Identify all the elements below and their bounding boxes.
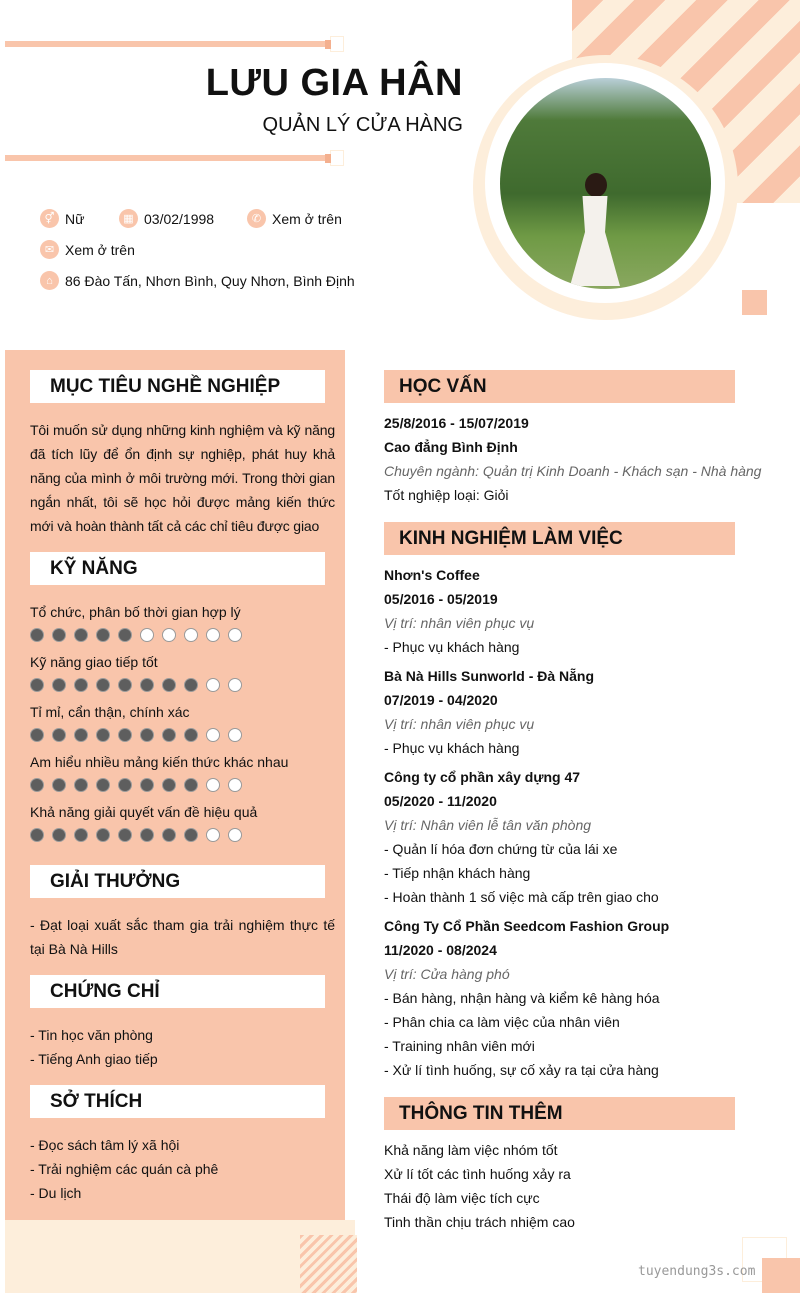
header-line-bottom — [5, 155, 325, 161]
skill-rating — [30, 626, 335, 644]
rating-dot-filled — [52, 728, 66, 742]
job-position: Vị trí: nhân viên phục vụ — [384, 615, 535, 631]
job-task: - Phục vụ khách hàng — [384, 639, 520, 655]
phone-icon: ✆ — [247, 209, 266, 228]
home-icon: ⌂ — [40, 271, 59, 290]
skill-label: Tổ chức, phân bố thời gian hợp lý — [30, 604, 241, 620]
rating-dot-filled — [74, 828, 88, 842]
gender-icon: ⚥ — [40, 209, 59, 228]
rating-dot-filled — [118, 678, 132, 692]
gender-text: Nữ — [65, 210, 85, 227]
rating-dot-filled — [184, 728, 198, 742]
phone-info — [247, 209, 342, 228]
education-heading: HỌC VẤN — [384, 370, 735, 403]
job-position: Vị trí: Cửa hàng phó — [384, 966, 510, 982]
hobby-item: - Trải nghiệm các quán cà phê — [30, 1161, 219, 1177]
skills-list — [30, 600, 335, 850]
rating-dot-empty — [228, 678, 242, 692]
email-text: Xem ở trên — [65, 241, 135, 258]
hobby-item: - Du lịch — [30, 1185, 82, 1201]
rating-dot-filled — [74, 778, 88, 792]
rating-dot-filled — [74, 678, 88, 692]
rating-dot-filled — [30, 678, 44, 692]
job-company: Nhơn's Coffee — [384, 567, 480, 583]
phone-text: Xem ở trên — [272, 210, 342, 227]
extra-item: Thái độ làm việc tích cực — [384, 1190, 540, 1206]
rating-dot-filled — [140, 778, 154, 792]
job-company: Bà Nà Hills Sunworld - Đà Nẵng — [384, 668, 595, 684]
hobbies-heading: SỞ THÍCH — [30, 1085, 325, 1118]
rating-dot-filled — [184, 828, 198, 842]
skill-rating — [30, 826, 335, 844]
extra-item: Tinh thần chịu trách nhiệm cao — [384, 1214, 575, 1230]
rating-dot-empty — [228, 778, 242, 792]
rating-dot-filled — [140, 728, 154, 742]
skill-item — [30, 600, 335, 644]
rating-dot-filled — [184, 778, 198, 792]
rating-dot-filled — [96, 828, 110, 842]
rating-dot-empty — [228, 728, 242, 742]
job-company: Công Ty Cổ Phần Seedcom Fashion Group — [384, 918, 670, 934]
rating-dot-filled — [96, 778, 110, 792]
rating-dot-empty — [206, 628, 220, 642]
job-task: - Bán hàng, nhận hàng và kiểm kê hàng hóa — [384, 990, 660, 1006]
rating-dot-filled — [162, 678, 176, 692]
skill-item — [30, 800, 335, 844]
rating-dot-filled — [96, 678, 110, 692]
hobbies-list — [30, 1133, 335, 1205]
certificate-item: - Tin học văn phòng — [30, 1027, 153, 1043]
job-item — [384, 765, 784, 909]
certificates-heading: CHỨNG CHỈ — [30, 975, 325, 1008]
rating-dot-filled — [140, 828, 154, 842]
skills-heading: KỸ NĂNG — [30, 552, 325, 585]
job-task: - Hoàn thành 1 số việc mà cấp trên giao cho — [384, 889, 659, 905]
decor-square — [742, 290, 767, 315]
rating-dot-filled — [96, 728, 110, 742]
rating-dot-filled — [118, 728, 132, 742]
awards-heading: GIẢI THƯỞNG — [30, 865, 325, 898]
experience-list — [384, 563, 784, 1087]
dob-text: 03/02/1998 — [144, 210, 215, 227]
job-period: 07/2019 - 04/2020 — [384, 692, 498, 708]
job-task: - Training nhân viên mới — [384, 1038, 535, 1054]
rating-dot-empty — [206, 828, 220, 842]
avatar-photo — [500, 78, 711, 289]
education-grade: Tốt nghiệp loại: Giỏi — [384, 487, 509, 503]
job-task: - Quản lí hóa đơn chứng từ của lái xe — [384, 841, 618, 857]
certificates-list — [30, 1023, 335, 1071]
rating-dot-filled — [162, 828, 176, 842]
skill-item — [30, 750, 335, 794]
job-period: 11/2020 - 08/2024 — [384, 942, 497, 958]
header-line-cap — [330, 150, 344, 166]
rating-dot-empty — [206, 728, 220, 742]
education-block — [384, 411, 784, 507]
hobby-item: - Đọc sách tâm lý xã hội — [30, 1137, 180, 1153]
address-text: 86 Đào Tấn, Nhơn Bình, Quy Nhơn, Bình Định — [65, 272, 355, 289]
job-item — [384, 563, 784, 659]
rating-dot-filled — [30, 628, 44, 642]
extra-list — [384, 1138, 784, 1234]
awards-text: - Đạt loại xuất sắc tham gia trải nghiệm thực tế tại Bà Nà Hills — [30, 917, 335, 957]
job-period: 05/2016 - 05/2019 — [384, 591, 498, 607]
rating-dot-filled — [52, 678, 66, 692]
rating-dot-empty — [162, 628, 176, 642]
decor-corner-square — [762, 1258, 800, 1293]
objective-heading: MỤC TIÊU NGHỀ NGHIỆP — [30, 370, 325, 403]
skill-rating — [30, 676, 335, 694]
education-major: Chuyên ngành: Quản trị Kinh Doanh - Khách sạn - Nhà hàng — [384, 463, 762, 479]
decor-small-stripes — [300, 1235, 357, 1293]
job-company: Công ty cổ phần xây dựng 47 — [384, 769, 581, 785]
skill-label: Khả năng giải quyết vấn đề hiệu quả — [30, 804, 258, 820]
rating-dot-filled — [96, 628, 110, 642]
calendar-icon: ▦ — [119, 209, 138, 228]
rating-dot-empty — [206, 678, 220, 692]
job-item — [384, 664, 784, 760]
skill-label: Tỉ mỉ, cẩn thận, chính xác — [30, 704, 190, 720]
objective-text: Tôi muốn sử dụng những kinh nghiệm và kỹ năng đã tích lũy để ổn định sự nghiệp, phát huy khả năng của mình ở môi trường mới. Trong thời gian ngắn nhất, tôi sẽ học hỏi được mảng kiến thức mới và hoàn thành tất cả các chỉ tiêu được giao — [30, 422, 335, 534]
rating-dot-empty — [228, 828, 242, 842]
education-period: 25/8/2016 - 15/07/2019 — [384, 415, 529, 431]
rating-dot-filled — [162, 778, 176, 792]
extra-item: Xử lí tốt các tình huống xảy ra — [384, 1166, 571, 1182]
job-position: Vị trí: nhân viên phục vụ — [384, 716, 535, 732]
job-task: - Phục vụ khách hàng — [384, 740, 520, 756]
decor-white-block — [735, 203, 800, 283]
watermark: tuyendung3s.com — [638, 1264, 756, 1279]
rating-dot-filled — [74, 628, 88, 642]
rating-dot-filled — [52, 778, 66, 792]
extra-heading: THÔNG TIN THÊM — [384, 1097, 735, 1130]
candidate-name: LƯU GIA HÂN — [205, 62, 463, 104]
skill-label: Am hiểu nhiều mảng kiến thức khác nhau — [30, 754, 289, 770]
gender-info — [40, 209, 84, 228]
job-item — [384, 914, 784, 1082]
header-line-top — [5, 41, 325, 47]
extra-item: Khả năng làm việc nhóm tốt — [384, 1142, 558, 1158]
job-task: - Xử lí tình huống, sự cố xảy ra tại cửa hàng — [384, 1062, 659, 1078]
skill-item — [30, 700, 335, 744]
job-task: - Tiếp nhận khách hàng — [384, 865, 531, 881]
job-task: - Phân chia ca làm việc của nhân viên — [384, 1014, 620, 1030]
rating-dot-filled — [74, 728, 88, 742]
experience-heading: KINH NGHIỆM LÀM VIỆC — [384, 522, 735, 555]
certificate-item: - Tiếng Anh giao tiếp — [30, 1051, 158, 1067]
rating-dot-filled — [118, 828, 132, 842]
rating-dot-empty — [206, 778, 220, 792]
education-school: Cao đẳng Bình Định — [384, 439, 518, 455]
rating-dot-filled — [30, 828, 44, 842]
rating-dot-filled — [118, 628, 132, 642]
skill-item — [30, 650, 335, 694]
rating-dot-empty — [228, 628, 242, 642]
rating-dot-filled — [162, 728, 176, 742]
job-period: 05/2020 - 11/2020 — [384, 793, 497, 809]
email-info — [40, 240, 135, 259]
rating-dot-filled — [30, 778, 44, 792]
email-icon: ✉ — [40, 240, 59, 259]
rating-dot-filled — [52, 828, 66, 842]
rating-dot-filled — [52, 628, 66, 642]
rating-dot-filled — [184, 678, 198, 692]
rating-dot-filled — [30, 728, 44, 742]
rating-dot-filled — [118, 778, 132, 792]
skill-rating — [30, 726, 335, 744]
job-title: QUẢN LÝ CỬA HÀNG — [262, 114, 463, 136]
rating-dot-empty — [140, 628, 154, 642]
dob-info — [119, 209, 214, 228]
address-info — [40, 271, 355, 290]
job-position: Vị trí: Nhân viên lễ tân văn phòng — [384, 817, 592, 833]
rating-dot-filled — [140, 678, 154, 692]
header-line-cap — [330, 36, 344, 52]
skill-label: Kỹ năng giao tiếp tốt — [30, 654, 158, 670]
skill-rating — [30, 776, 335, 794]
rating-dot-empty — [184, 628, 198, 642]
